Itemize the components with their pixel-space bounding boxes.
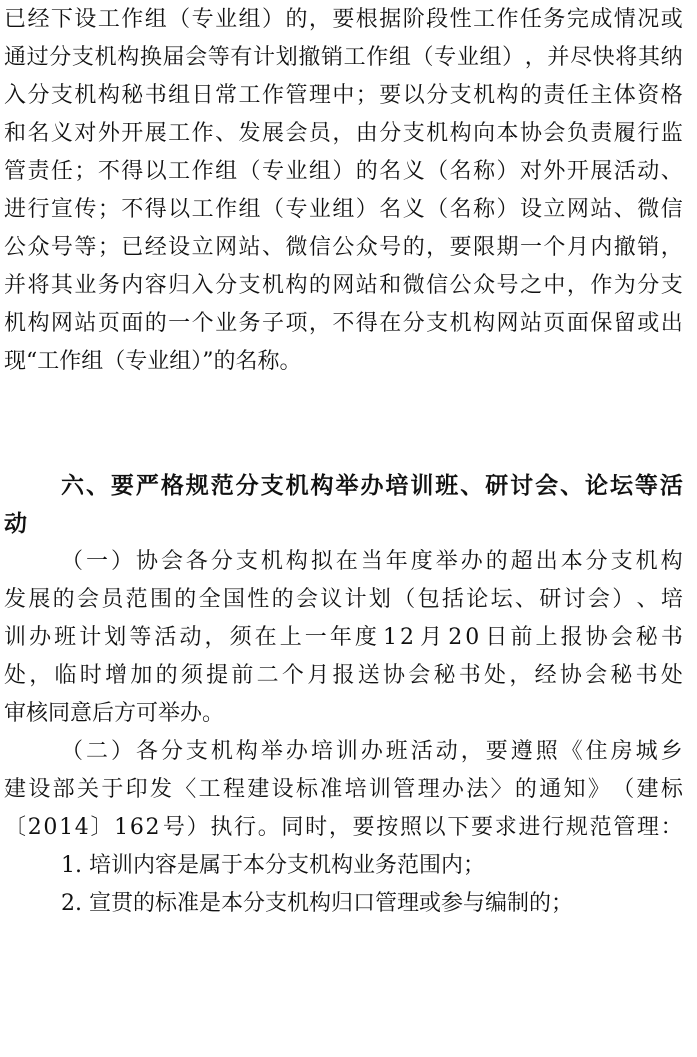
para2-line: 处 ， 临 时 增 加 的 须 提 前 二 个 月 报 送 协 会 秘 书 处 ， 经 协 会 秘 书 处 [4, 663, 683, 688]
section-heading: 六 、 要 严 格 规 范 分 支 机 构 举 办 培 训 班 、 研 讨 会 、 论 坛 等 活 [61, 473, 683, 499]
para1-line: 已 经 下 设 工 作 组 （ 专 业 组 ） 的 ， 要 根 据 阶 段 性 工 作 任 务 完 成 情 况 或 [4, 7, 683, 32]
list-item: 2. 宣贯的标准是本分支机构归口管理或参与编制的； [61, 891, 573, 916]
para1-line: 和 名 义 对 外 开 展 工 作 、 发 展 会 员 ， 由 分 支 机 构 向 本 协 会 负 责 履 行 监 [4, 121, 683, 146]
section-heading: 动 [4, 511, 27, 537]
para1-line: 入 分 支 机 构 秘 书 组 日 常 工 作 管 理 中 ； 要 以 分 支 机 构 的 责 任 主 体 资 格 [4, 83, 683, 108]
para1-line: 公 众 号 等 ； 已 经 设 立 网 站 、 微 信 公 众 号 的 ， 要 限 期 一 个 月 内 撤 销 ， [4, 235, 683, 260]
para2-line: 审核同意后方可举办。 [4, 701, 225, 726]
para2-line: 训 办 班 计 划 等 活 动 ， 须 在 上 一 年 度 1 2 月 2 0 日 前 上 报 协 会 秘 书 [4, 625, 683, 650]
para2-line: （ 一 ） 协 会 各 分 支 机 构 拟 在 当 年 度 举 办 的 超 出 本 分 支 机 构 [61, 549, 683, 574]
list-item: 1. 培训内容是属于本分支机构业务范围内； [61, 853, 485, 878]
para1-line: 通 过 分 支 机 构 换 届 会 等 有 计 划 撤 销 工 作 组 （ 专 业 组 ） ， 并 尽 快 将 其 纳 [4, 45, 683, 70]
para1-line: 进 行 宣 传 ； 不 得 以 工 作 组 （ 专 业 组 ） 名 义 （ 名 称 ） 设 立 网 站 、 微 信 [4, 197, 683, 222]
para1-line: 管 责 任 ； 不 得 以 工 作 组 （ 专 业 组 ） 的 名 义 （ 名 称 ） 对 外 开 展 活 动 、 [4, 159, 683, 184]
para3-line: 〔 2 0 1 4 〕 1 6 2 号 ） 执 行 。 同 时 ， 要 按 照 以 下 要 求 进 行 规 范 管 理 ： [4, 815, 683, 840]
para3-line: （ 二 ） 各 分 支 机 构 举 办 培 训 办 班 活 动 ， 要 遵 照 《 住 房 城 乡 [61, 739, 683, 764]
para1-line: 机 构 网 站 页 面 的 一 个 业 务 子 项 ， 不 得 在 分 支 机 构 网 站 页 面 保 留 或 出 [4, 311, 683, 336]
para1-line: 并 将 其 业 务 内 容 归 入 分 支 机 构 的 网 站 和 微 信 公 众 号 之 中 ， 作 为 分 支 [4, 273, 683, 298]
para3-line: 建 设 部 关 于 印 发 〈 工 程 建 设 标 准 培 训 管 理 办 法 〉 的 通 知 》 （ 建 标 [4, 777, 683, 802]
para1-line: 现“工作组（专业组）”的名称。 [4, 349, 302, 374]
para2-line: 发 展 的 会 员 范 围 的 全 国 性 的 会 议 计 划 （ 包 括 论 坛 、 研 讨 会 ） 、 培 [4, 587, 683, 612]
